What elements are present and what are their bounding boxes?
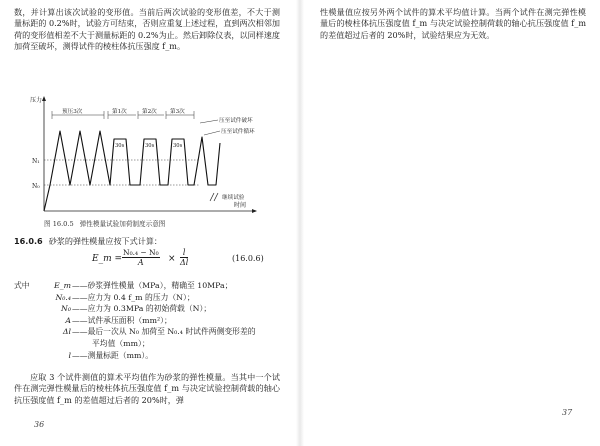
page-number-left: 36 (34, 420, 45, 429)
section-number: 16.0.6 (14, 236, 43, 246)
formula-denominator-length: Δl (180, 258, 189, 267)
symbol-definitions (14, 280, 284, 361)
definition-symbol: E_m (54, 281, 71, 290)
formula-times: × (168, 254, 176, 264)
section-text: 砂浆的弹性模量应按下式计算： (48, 236, 163, 246)
definition-row (14, 350, 284, 362)
tick-n1: N₁ (32, 158, 40, 165)
definition-row (14, 326, 284, 338)
definition-row (14, 292, 284, 304)
definition-row (14, 338, 284, 350)
phase-label-third: 第3次 (170, 109, 185, 115)
definition-symbol: N₀ (61, 304, 71, 314)
tick-n0: N₀ (32, 183, 40, 190)
definition-description: ——砂浆弹性模量（MPa），精确至 10MPa； (72, 281, 233, 290)
section-16-0-6 (14, 236, 284, 247)
y-axis-label: 压力 (30, 97, 43, 104)
formula-lhs: E_m = (92, 254, 123, 264)
x-axis-label: 时间 (234, 202, 247, 209)
formula-numerator: N₀.₄ − N₀ (123, 248, 159, 257)
right-paragraph: 性模量值应按另外两个试件的算术平均值计算。当两个试件在测完弹性模量后的棱柱体抗压强度值 f_m 与决定试验控制荷载的轴心抗压强度值 f_m 的差值超过后者的 20%时，试验结果应为无效。 (320, 7, 586, 40)
formula-fraction-force (122, 248, 160, 267)
definition-description: ——测量标距（mm）。 (72, 350, 154, 360)
definition-symbol: Δl (62, 327, 71, 337)
formula-fraction-length (180, 248, 188, 267)
definition-description: 平均值（mm）； (92, 338, 150, 348)
definition-description: ——应力为 0.4 f_m 的压力（N）； (72, 292, 195, 302)
definition-row (14, 315, 284, 327)
right-page (300, 0, 600, 446)
figure-number: 图 16.0.5 (44, 220, 74, 228)
phase-label-preload: 预压3次 (62, 109, 83, 115)
definition-description: ——最后一次从 N₀ 加荷至 N₀.₄ 时试件两侧变形差的 (72, 327, 256, 337)
phase-label-first: 第1次 (112, 109, 127, 115)
equation-number: (16.0.6) (232, 254, 264, 263)
figure-caption (44, 218, 274, 228)
duration-label-1: 30s (115, 143, 125, 149)
y-axis-arrow (42, 96, 46, 101)
formula-denominator: A (137, 258, 144, 267)
page-number-right: 37 (562, 408, 573, 417)
loading-curve (44, 131, 220, 211)
definition-symbol: l (68, 350, 71, 360)
bottom-paragraph: 应取 3 个试件测值的算术平均值作为砂浆的弹性模量。当其中一个试件在测完弹性模量后的棱柱体抗压强度值 f_m 与决定试验控制荷载的轴心抗压强度值 f_m 的差值超过后者的 20%时，弹 (14, 372, 280, 405)
legend-to-failure: 压至试件破坏 (219, 118, 253, 124)
definition-description: ——试件承压面积（mm²）； (72, 315, 172, 325)
break-label: 继续试验 (222, 195, 245, 201)
elastic-modulus-formula (92, 248, 272, 272)
definition-lead: 式中 (14, 281, 30, 290)
definition-description: ——应力为 0.3MPa 的初始荷载（N）； (72, 304, 212, 314)
duration-label-3: 30s (173, 143, 183, 149)
definition-row (14, 280, 284, 292)
loading-diagram (30, 93, 260, 217)
top-paragraph: 数，并计算出该次试验的变形值。当前后两次试验的变形值差，不大于测量标距的 0.2%时，试验方可结束，否则应重复上述过程，直到两次相邻加荷的变形值相差不大于测量标距的 0.2%为止。然后卸除仪表，以同样速度加荷至破坏，测得试件的棱柱体抗压强度 f_m。 (14, 7, 280, 52)
phase-label-second: 第2次 (142, 109, 157, 115)
duration-label-2: 30s (145, 143, 155, 149)
figure-title: 弹性模量试验加荷制度示意图 (79, 220, 166, 228)
formula-numerator-length: l (180, 248, 188, 258)
definition-symbol: A (65, 315, 71, 325)
x-axis-arrow (252, 209, 257, 213)
definition-row (14, 303, 284, 315)
definition-symbol: N₀.₄ (55, 292, 71, 302)
legend-cycle: 压至试件循环 (221, 129, 255, 135)
